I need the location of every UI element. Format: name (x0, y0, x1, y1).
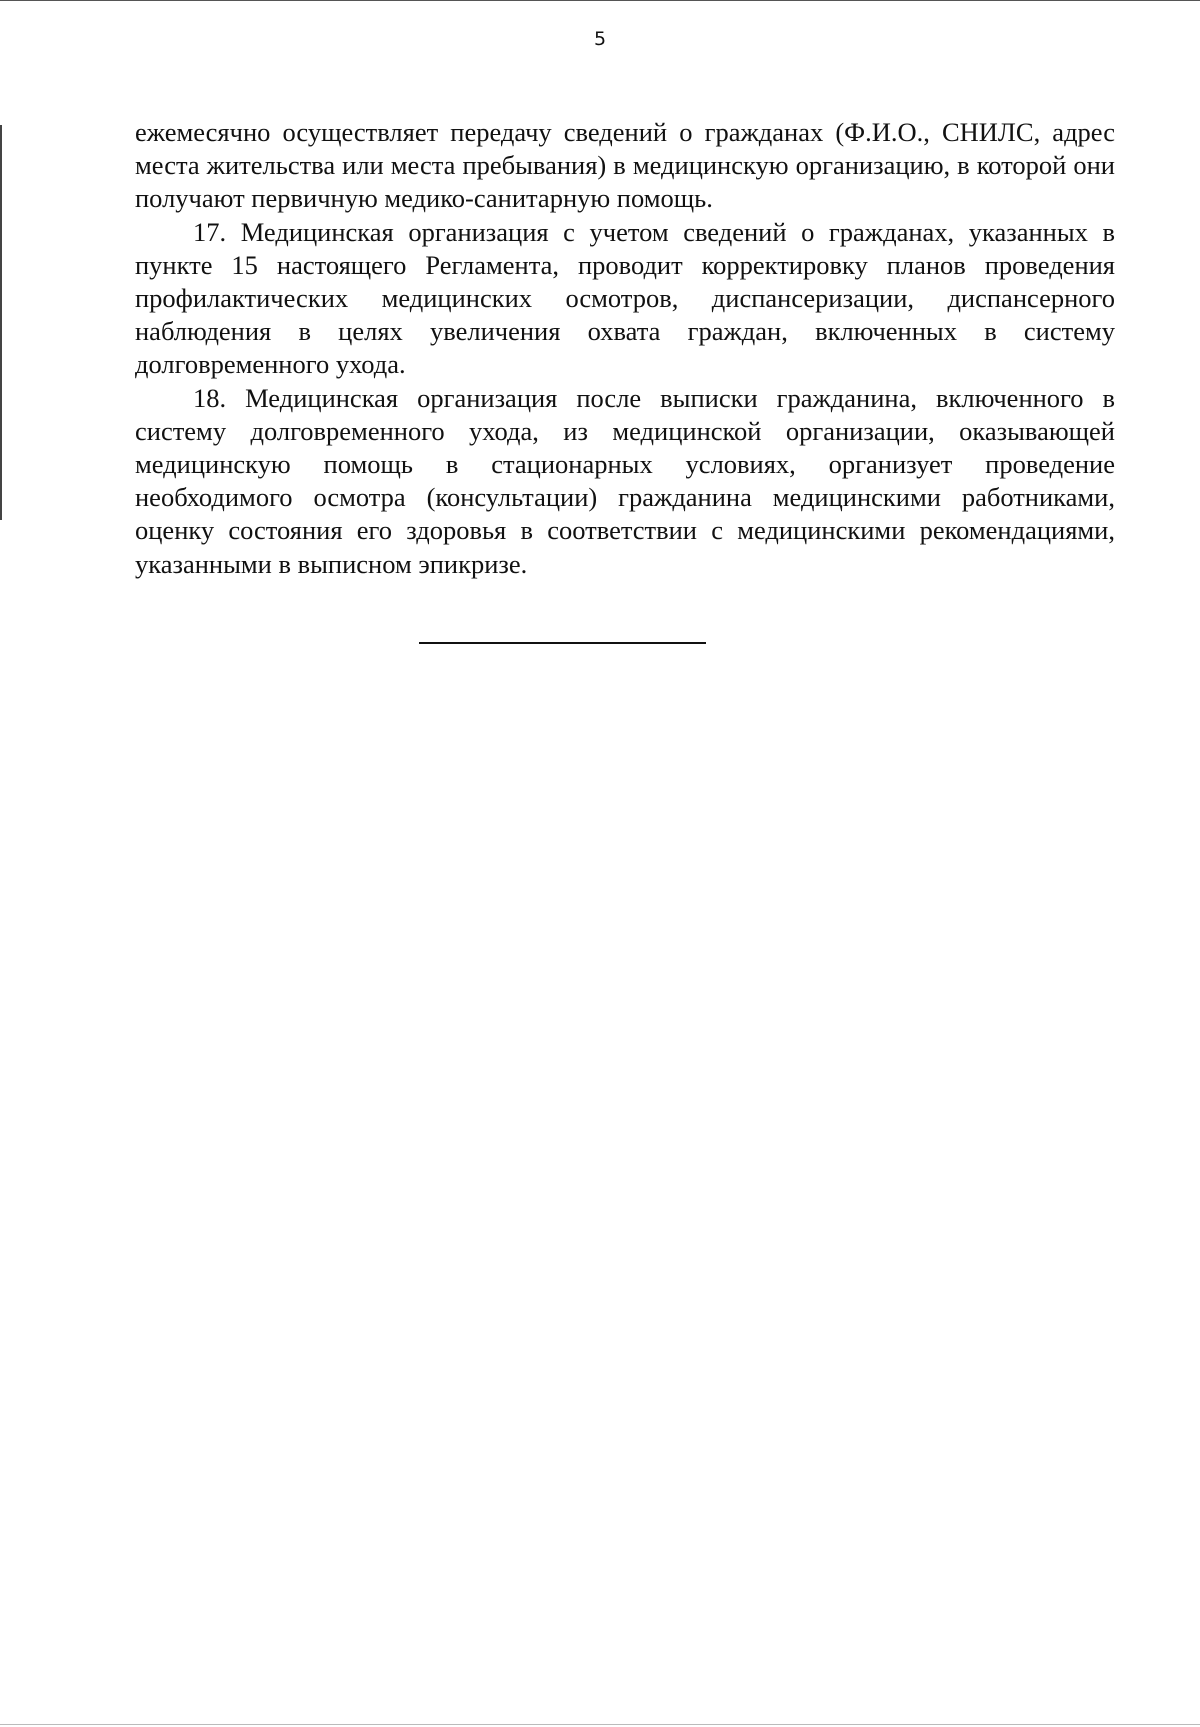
end-of-text-rule (419, 642, 706, 644)
scan-edge-top (0, 0, 1200, 1)
paragraph-item-17: 17. Медицинская организация с учетом сведений о гражданах, указанных в пункте 15 настоящего Регламента, проводит корректировку планов проведения профилактических медицинских осмотров, диспансеризации, диспансерного наблюдения в целях увеличения охвата граждан, включенных в систему долговременного ухода. (135, 216, 1115, 380)
paragraph-continuation: ежемесячно осуществляет передачу сведений о гражданах (Ф.И.О., СНИЛС, адрес места жительства или места пребывания) в медицинскую организацию, в которой они получают первичную медико-санитарную помощь. (135, 117, 1115, 214)
scan-edge-left (0, 125, 2, 520)
document-body (135, 116, 1115, 581)
page-number: 5 (593, 28, 607, 50)
scan-edge-bottom (0, 1724, 1200, 1725)
paragraph-item-18: 18. Медицинская организация после выписки гражданина, включенного в систему долговременного ухода, из медицинской организации, оказывающей медицинскую помощь в стационарных условиях, организует проведение необходимого осмотра (консультации) гражданина медицинскими работниками, оценку состояния его здоровья в соответствии с медицинскими рекомендациями, указанными в выписном эпикризе. (135, 382, 1115, 579)
